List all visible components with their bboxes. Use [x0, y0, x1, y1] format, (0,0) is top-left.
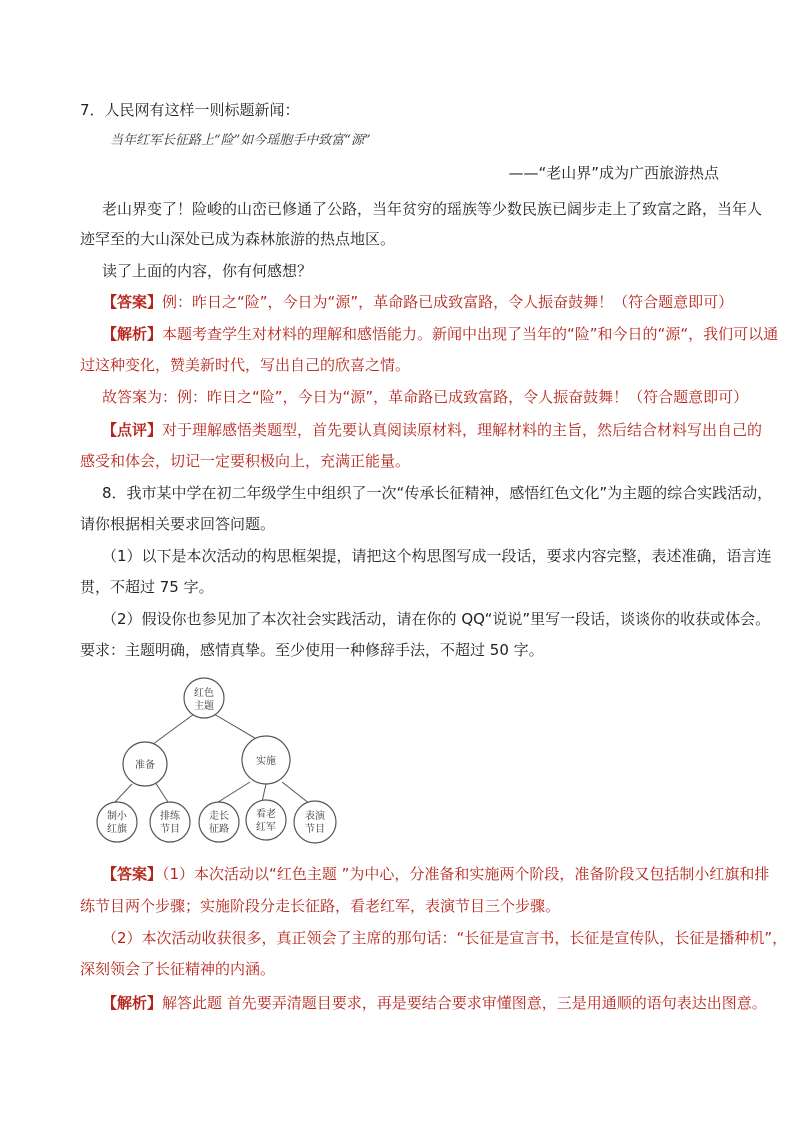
leaf-4-label-2: 红军: [256, 822, 276, 833]
q7-para-line2: 迹罕至的大山深处已成为森林旅游的热点地区。: [80, 230, 396, 248]
leaf-4-label-1: 看老: [256, 809, 276, 820]
node-implement-label: 实施: [256, 756, 276, 767]
node-leaf-circle: [246, 800, 286, 840]
answer-tag: 【答案】: [102, 293, 163, 311]
leaf-5-label-1: 表演: [305, 811, 325, 822]
q7-analysis-line2: 过这种变化，赞美新时代，写出自己的欣喜之情。: [80, 356, 411, 374]
q8-answer-line2: 练节目两个步骤；实施阶段分走长征路，看老红军，表演节目三个步骤。: [80, 897, 561, 915]
leaf-1-label-2: 红旗: [107, 824, 127, 835]
q8-sub2-line1: （2）假设你也参见加了本次社会实践活动，请在你的 QQ“说说”里写一段话，谈谈你的收获或体会。: [102, 610, 771, 628]
leaf-3-label-1: 走长: [209, 811, 229, 822]
analysis-tag: 【解析】: [102, 325, 163, 343]
q8-sub1-line1: （1）以下是本次活动的构思框架提，请把这个构思图写成一段话，要求内容完整，表述准确，语言连: [102, 547, 772, 565]
answer-tag: 【答案】: [102, 865, 163, 883]
answer-text: 例：昨日之“险”，今日为“源”，革命路已成致富路，令人振奋鼓舞！（符合题意即可）: [162, 293, 734, 311]
q8-answer-line3: （2）本次活动收获很多，真正领会了主席的那句话：“长征是宣言书，长征是宣传队，长征是播种机”，: [102, 929, 788, 947]
analysis-text: 本题考查学生对材料的理解和感悟能力。新闻中出现了当年的“险”和今日的“源“，我们可以通: [162, 325, 779, 343]
q7-answer: [102, 292, 794, 312]
node-leaf-circle: [294, 801, 336, 843]
q8-stem-line2: 请你根据相关要求回答问题。: [80, 515, 276, 533]
news-headline: 当年红军长征路上“险”如今瑶胞手中致富“源”: [110, 133, 371, 148]
leaf-2-label-1: 排练: [160, 811, 180, 822]
q7-comment-line2: 感受和体会，切记一定要积极向上，充满正能量。: [80, 452, 411, 470]
q8-answer-line1: [102, 864, 794, 884]
q8-analysis: [102, 993, 794, 1013]
q7-comment-line1: [102, 420, 794, 440]
node-leaf-circle: [150, 802, 190, 842]
q7-para-line1: 老山界变了！险峻的山峦已修通了公路，当年贫穷的瑶族等少数民族已阔步走上了致富之路，当年人: [102, 200, 763, 218]
answer-text: （1）本次活动以“红色主题 ”为中心，分准备和实施两个阶段，准备阶段又包括制小红旗和排: [162, 865, 770, 883]
q7-stem: 7．人民网有这样一则标题新闻：: [80, 101, 300, 119]
q7-question: 读了上面的内容，你有何感想？: [102, 262, 313, 280]
node-prepare-label: 准备: [135, 760, 155, 771]
q8-answer-line4: 深刻领会了长征精神的内涵。: [80, 960, 276, 978]
concept-diagram: [90, 672, 350, 852]
leaf-2-label-2: 节目: [160, 824, 180, 835]
analysis-tag: 【解析】: [102, 994, 163, 1012]
leaf-1-label-1: 制小: [107, 811, 127, 822]
node-root-label-2: 主题: [194, 701, 214, 712]
leaf-5-label-2: 节目: [305, 824, 325, 835]
node-leaf-circle: [199, 802, 239, 842]
news-source: ——“老山界”成为广西旅游热点: [508, 164, 719, 182]
leaf-3-label-2: 征路: [209, 824, 229, 835]
q8-sub2-line2: 要求：主题明确，感情真挚。至少使用一种修辞手法，不超过 50 字。: [80, 641, 544, 659]
q8-sub1-line2: 贯，不超过 75 字。: [80, 578, 214, 596]
q8-stem-line1: 8．我市某中学在初二年级学生中组织了一次“传承长征精神，感悟红色文化”为主题的综合实践活动，: [102, 484, 773, 502]
q7-analysis-line1: [102, 324, 794, 344]
analysis-text: 解答此题 首先要弄清题目要求，再是要结合要求审懂图意，三是用通顺的语句表达出图意。: [162, 994, 767, 1012]
node-root-label-1: 红色: [194, 688, 214, 699]
node-leaf-circle: [97, 802, 137, 842]
comment-text: 对于理解感悟类题型，首先要认真阅读原材料，理解材料的主旨，然后结合材料写出自己的: [162, 421, 763, 439]
q7-final-answer: 故答案为：例：昨日之“险”，今日为“源”，革命路已成致富路，令人振奋鼓舞！（符合题意即可）: [102, 388, 749, 406]
comment-tag: 【点评】: [102, 421, 163, 439]
